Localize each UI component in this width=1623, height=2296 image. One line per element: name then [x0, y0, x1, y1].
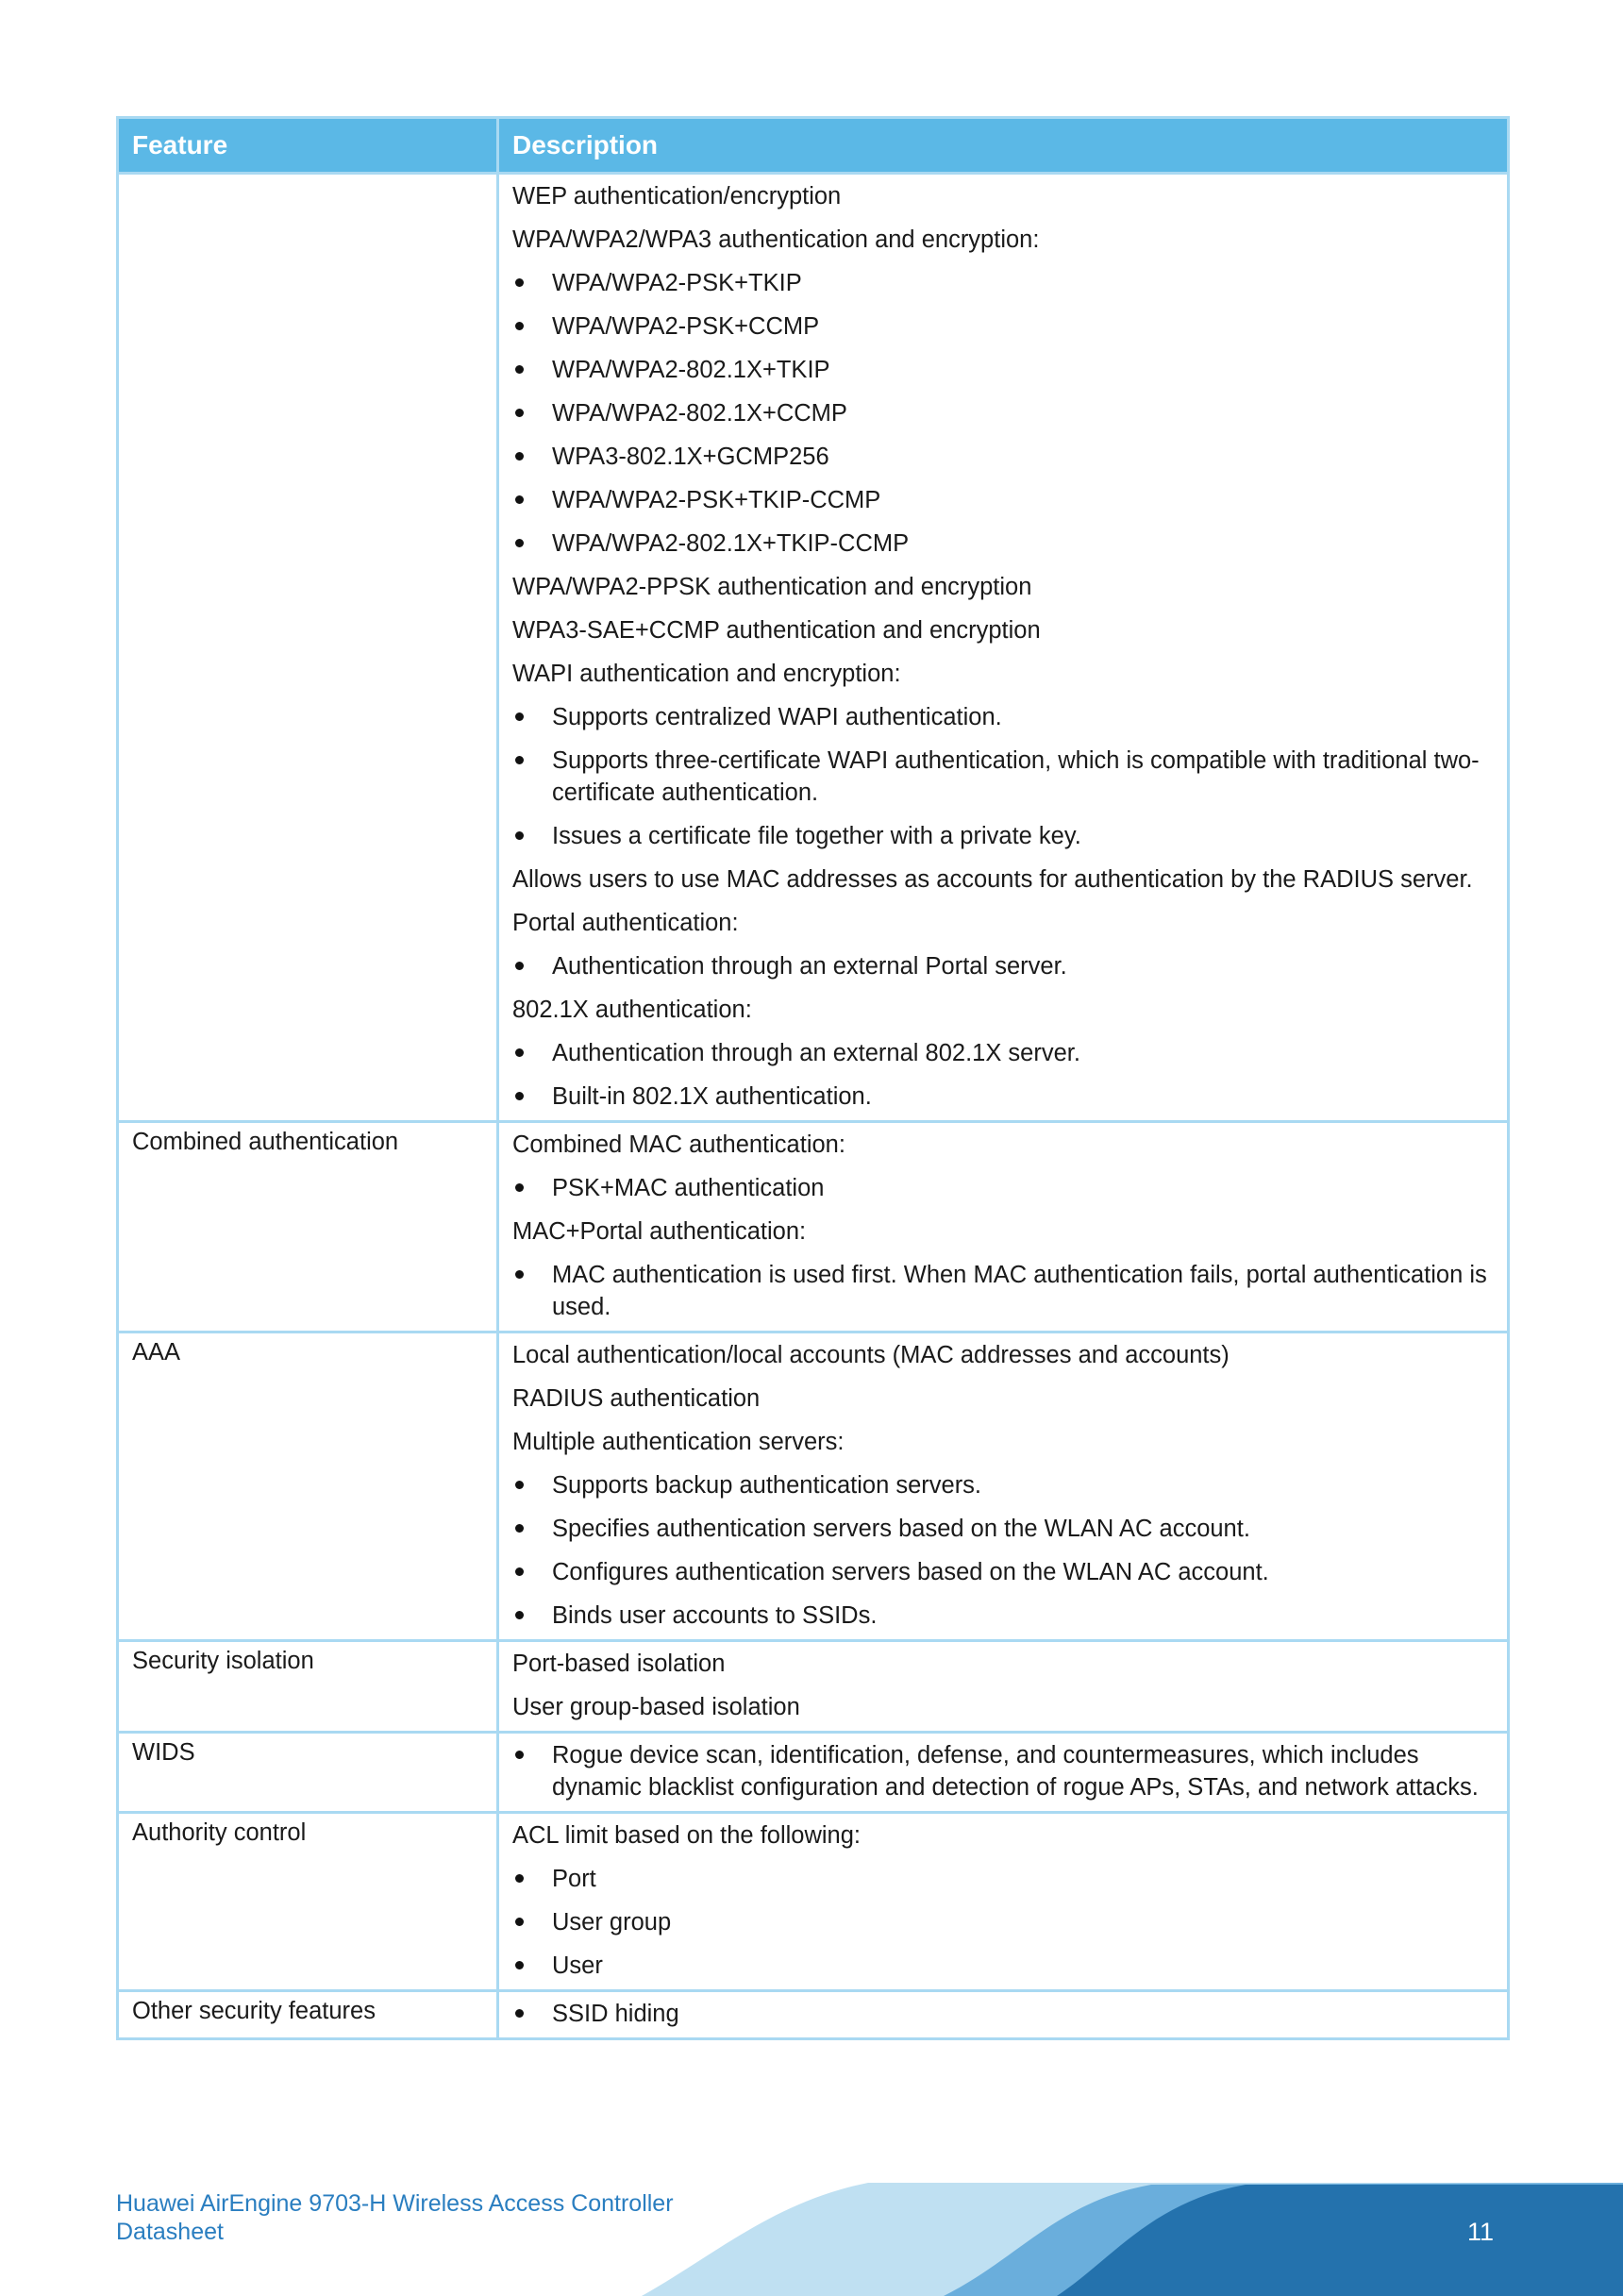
description-cell — [498, 1641, 1509, 1733]
bullet-item: Binds user accounts to SSIDs. — [512, 1600, 1494, 1632]
description-cell — [498, 1813, 1509, 1991]
description-line: Allows users to use MAC addresses as accounts for authentication by the RADIUS server. — [512, 866, 1473, 893]
feature-cell: Authority control — [118, 1813, 498, 1991]
description-line: Portal authentication: — [512, 910, 739, 936]
table-row — [118, 1332, 1509, 1641]
table-row — [118, 1813, 1509, 1991]
feature-cell: Other security features — [118, 1991, 498, 2039]
table-body — [118, 174, 1509, 2039]
feature-cell: Security isolation — [118, 1641, 498, 1733]
bullet-item: WPA/WPA2-PSK+TKIP-CCMP — [512, 484, 1494, 516]
footer-title-line1: Huawei AirEngine 9703-H Wireless Access Controller — [116, 2190, 674, 2217]
bullet-item: WPA/WPA2-802.1X+TKIP — [512, 354, 1494, 386]
bullet-item: Supports centralized WAPI authentication. — [512, 701, 1494, 733]
bullet-item: WPA3-802.1X+GCMP256 — [512, 441, 1494, 473]
bullet-item: Port — [512, 1863, 1494, 1895]
description-line: WAPI authentication and encryption: — [512, 661, 901, 687]
bullet-item: WPA/WPA2-PSK+TKIP — [512, 267, 1494, 299]
description-cell — [498, 1733, 1509, 1813]
table-row — [118, 174, 1509, 1122]
description-cell — [498, 1991, 1509, 2039]
table-row — [118, 1641, 1509, 1733]
page-number: 11 — [1467, 2218, 1495, 2246]
description-line: 802.1X authentication: — [512, 997, 752, 1023]
description-line: WPA/WPA2/WPA3 authentication and encryption: — [512, 226, 1040, 253]
bullet-item: PSK+MAC authentication — [512, 1172, 1494, 1204]
description-line: WPA/WPA2-PPSK authentication and encryption — [512, 574, 1032, 600]
bullet-item: Authentication through an external 802.1X server. — [512, 1037, 1494, 1069]
description-cell — [498, 1122, 1509, 1332]
description-line: ACL limit based on the following: — [512, 1822, 862, 1849]
feature-cell: Combined authentication — [118, 1122, 498, 1332]
bullet-item: Supports three-certificate WAPI authentication, which is compatible with traditional two-certificate authentication. — [512, 745, 1494, 809]
bullet-item: User group — [512, 1906, 1494, 1938]
feature-cell: AAA — [118, 1332, 498, 1641]
description-cell — [498, 1332, 1509, 1641]
feature-cell: WIDS — [118, 1733, 498, 1813]
bullet-item: Specifies authentication servers based on the WLAN AC account. — [512, 1513, 1494, 1545]
footer-title-line2: Datasheet — [116, 2219, 224, 2245]
table-row — [118, 1991, 1509, 2039]
bullet-item: Rogue device scan, identification, defense, and countermeasures, which includes dynamic blacklist configuration and detection of rogue APs, STAs, and network attacks. — [512, 1739, 1494, 1803]
description-line: Multiple authentication servers: — [512, 1429, 845, 1455]
feature-table — [116, 116, 1510, 2040]
table-row — [118, 1733, 1509, 1813]
bullet-item: Authentication through an external Portal server. — [512, 950, 1494, 982]
bullet-item: WPA/WPA2-PSK+CCMP — [512, 310, 1494, 343]
description-cell — [498, 174, 1509, 1122]
description-line: Port-based isolation — [512, 1651, 726, 1677]
bullet-item: Built-in 802.1X authentication. — [512, 1081, 1494, 1113]
description-line: Local authentication/local accounts (MAC addresses and accounts) — [512, 1342, 1230, 1368]
description-line: MAC+Portal authentication: — [512, 1218, 807, 1245]
bullet-item: WPA/WPA2-802.1X+TKIP-CCMP — [512, 528, 1494, 560]
footer-document-title — [116, 2189, 674, 2246]
bullet-item: MAC authentication is used first. When MAC authentication fails, portal authentication is used. — [512, 1259, 1494, 1323]
description-line: Combined MAC authentication: — [512, 1131, 845, 1158]
header-feature: Feature — [118, 118, 498, 174]
feature-cell — [118, 174, 498, 1122]
description-line: WPA3-SAE+CCMP authentication and encryption — [512, 617, 1041, 644]
bullet-item: Configures authentication servers based on the WLAN AC account. — [512, 1556, 1494, 1588]
bullet-item: User — [512, 1950, 1494, 1982]
description-line: WEP authentication/encryption — [512, 183, 842, 209]
bullet-item: SSID hiding — [512, 1998, 1494, 2030]
table-row — [118, 1122, 1509, 1332]
bullet-item: Supports backup authentication servers. — [512, 1469, 1494, 1501]
description-line: User group-based isolation — [512, 1694, 800, 1720]
bullet-item: Issues a certificate file together with a private key. — [512, 820, 1494, 852]
header-description: Description — [498, 118, 1509, 174]
bullet-item: WPA/WPA2-802.1X+CCMP — [512, 397, 1494, 429]
description-line: RADIUS authentication — [512, 1385, 761, 1412]
table-header-row — [118, 118, 1509, 174]
